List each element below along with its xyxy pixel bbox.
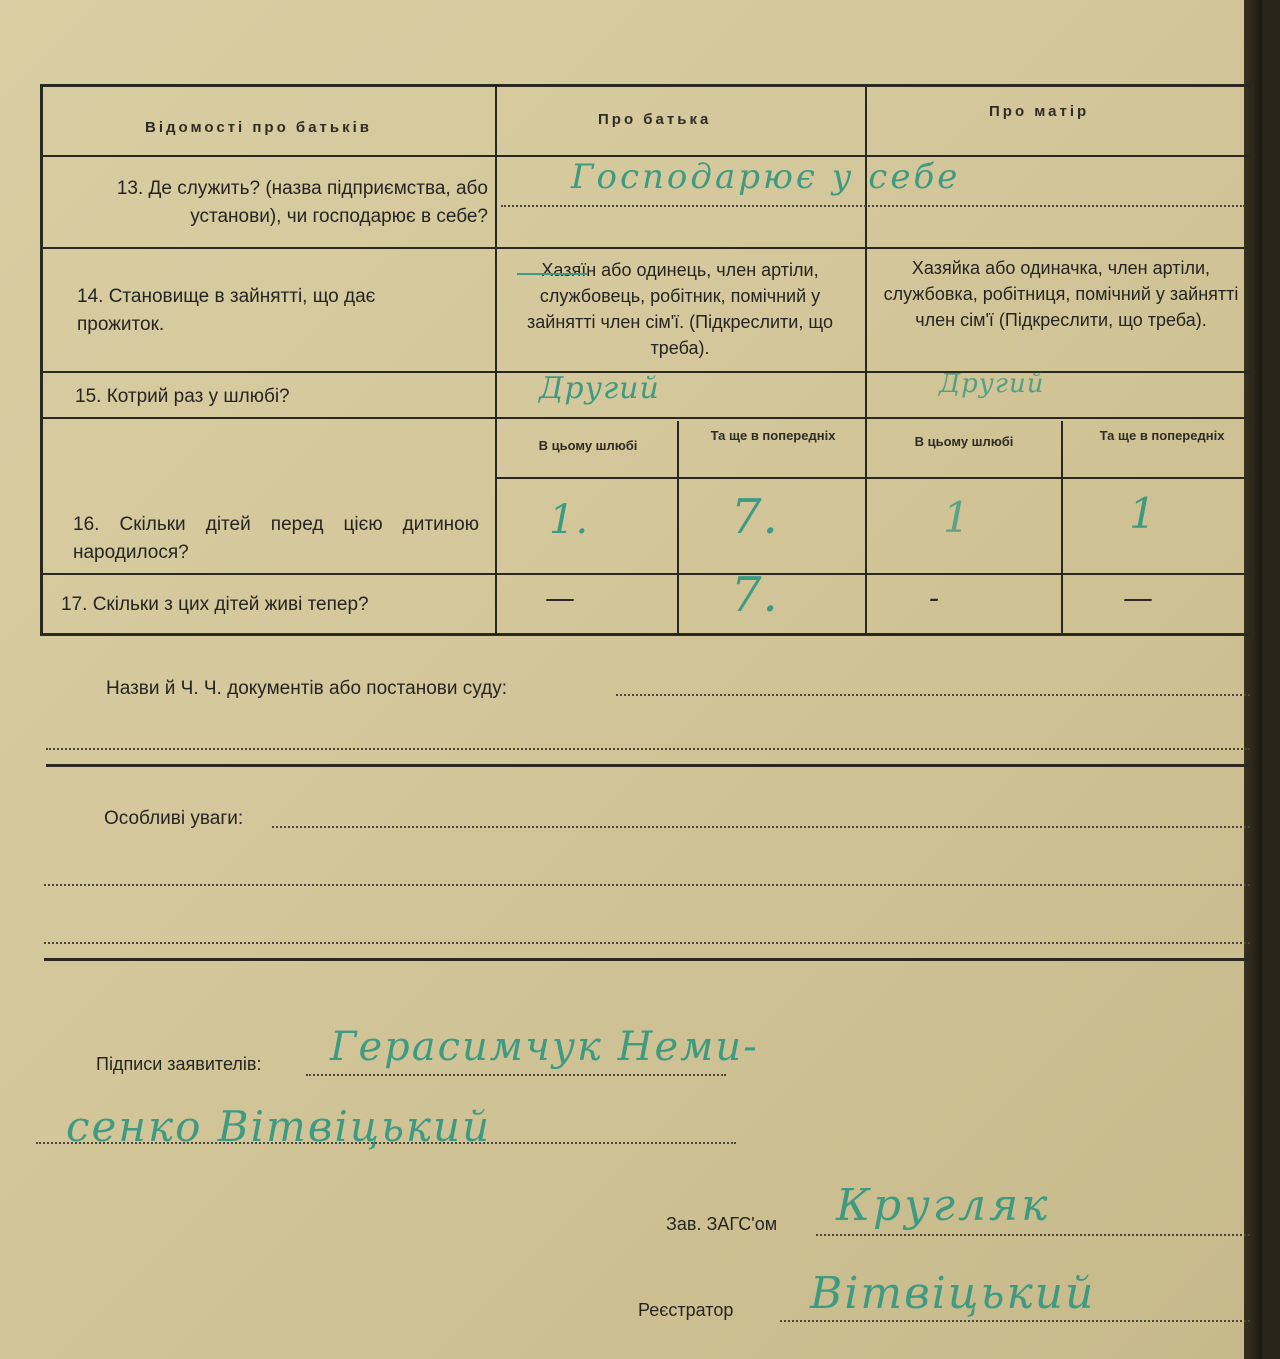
row16-mother-prev: 1 bbox=[1129, 489, 1157, 538]
subheader-mother-previous: Та ще в попередніх bbox=[1099, 428, 1225, 443]
subheader-father-this-marriage: В цьому шлюбі bbox=[538, 438, 638, 453]
table-divider bbox=[43, 247, 1251, 249]
row14-father-options: Хазяїн або одинець, член артіли, службовець, робітник, помічний у зайнятті член сім'ї. (Підкреслити, що треба). bbox=[527, 260, 833, 359]
row14-question: 14. Становище в зайнятті, що дає прожиток. bbox=[77, 286, 376, 335]
applicants-signature-line bbox=[306, 1074, 726, 1076]
row17-question: 17. Скільки з цих дітей живі тепер? bbox=[61, 594, 369, 615]
header-father: Про батька bbox=[598, 111, 712, 128]
row16-father-prev: 7. bbox=[731, 489, 779, 545]
applicants-signature-label: Підписи заявителів: bbox=[96, 1054, 262, 1074]
documents-label: Назви й Ч. Ч. документів або постанови суду: bbox=[106, 678, 507, 699]
row13-father-answer: Господарює у себе bbox=[571, 157, 961, 197]
table-divider bbox=[43, 417, 1251, 419]
row17-mother-prev: — bbox=[1123, 581, 1154, 616]
applicants-signature-line bbox=[36, 1142, 736, 1144]
applicants-signature-line1: Герасимчук Неми- bbox=[330, 1024, 759, 1070]
header-mother: Про матір bbox=[989, 103, 1090, 120]
table-divider bbox=[495, 477, 1251, 479]
subheader-father-previous: Та ще в попередніх bbox=[710, 428, 836, 443]
remarks-line bbox=[44, 884, 1250, 886]
registrar-label: Реєстратор bbox=[638, 1300, 734, 1320]
section-divider bbox=[44, 958, 1250, 961]
subheader-mother-this-marriage: В цьому шлюбі bbox=[914, 434, 1014, 449]
row13-question: 13. Де служить? (назва підприємства, або установи), чи господарює в себе? bbox=[116, 178, 488, 227]
registrar-signature: Вітвіцький bbox=[810, 1268, 1096, 1319]
applicants-signature-line2: сенко Вітвіцький bbox=[66, 1102, 492, 1151]
remarks-line bbox=[44, 942, 1250, 944]
row15-mother-answer: Другий bbox=[939, 369, 1045, 399]
head-zags-signature-line bbox=[816, 1234, 1250, 1236]
parents-info-table bbox=[40, 84, 1254, 636]
row17-mother-this: - bbox=[929, 581, 941, 616]
row16-mother-this: 1 bbox=[943, 493, 971, 542]
head-zags-label: Зав. ЗАГС'ом bbox=[666, 1214, 778, 1234]
header-parents-info: Відомості про батьків bbox=[145, 119, 372, 136]
head-zags-signature: Кругляк bbox=[836, 1180, 1051, 1231]
answer-line bbox=[501, 205, 1245, 207]
row17-father-prev: 7. bbox=[731, 567, 779, 623]
row16-question: 16. Скільки дітей перед цією дитиною народилося? bbox=[73, 514, 479, 563]
table-divider bbox=[677, 421, 679, 633]
row17-father-this: — bbox=[545, 581, 576, 616]
underline-mark bbox=[517, 273, 587, 275]
documents-line bbox=[46, 748, 1250, 750]
remarks-label: Особливі уваги: bbox=[104, 808, 244, 829]
row15-question: 15. Котрий раз у шлюбі? bbox=[75, 386, 290, 407]
row15-father-answer: Другий bbox=[539, 371, 660, 406]
table-divider bbox=[1061, 421, 1063, 633]
table-divider bbox=[43, 573, 1251, 575]
documents-line bbox=[616, 694, 1250, 696]
registrar-signature-line bbox=[780, 1320, 1250, 1322]
remarks-line bbox=[272, 826, 1250, 828]
section-divider bbox=[46, 764, 1252, 767]
table-divider bbox=[495, 87, 497, 633]
row14-mother-options: Хазяйка або одиначка, член артіли, службовка, робітниця, помічний у зайнятті член сім'ї (Підкреслити, що треба). bbox=[883, 258, 1239, 331]
row16-father-this: 1. bbox=[549, 497, 590, 543]
